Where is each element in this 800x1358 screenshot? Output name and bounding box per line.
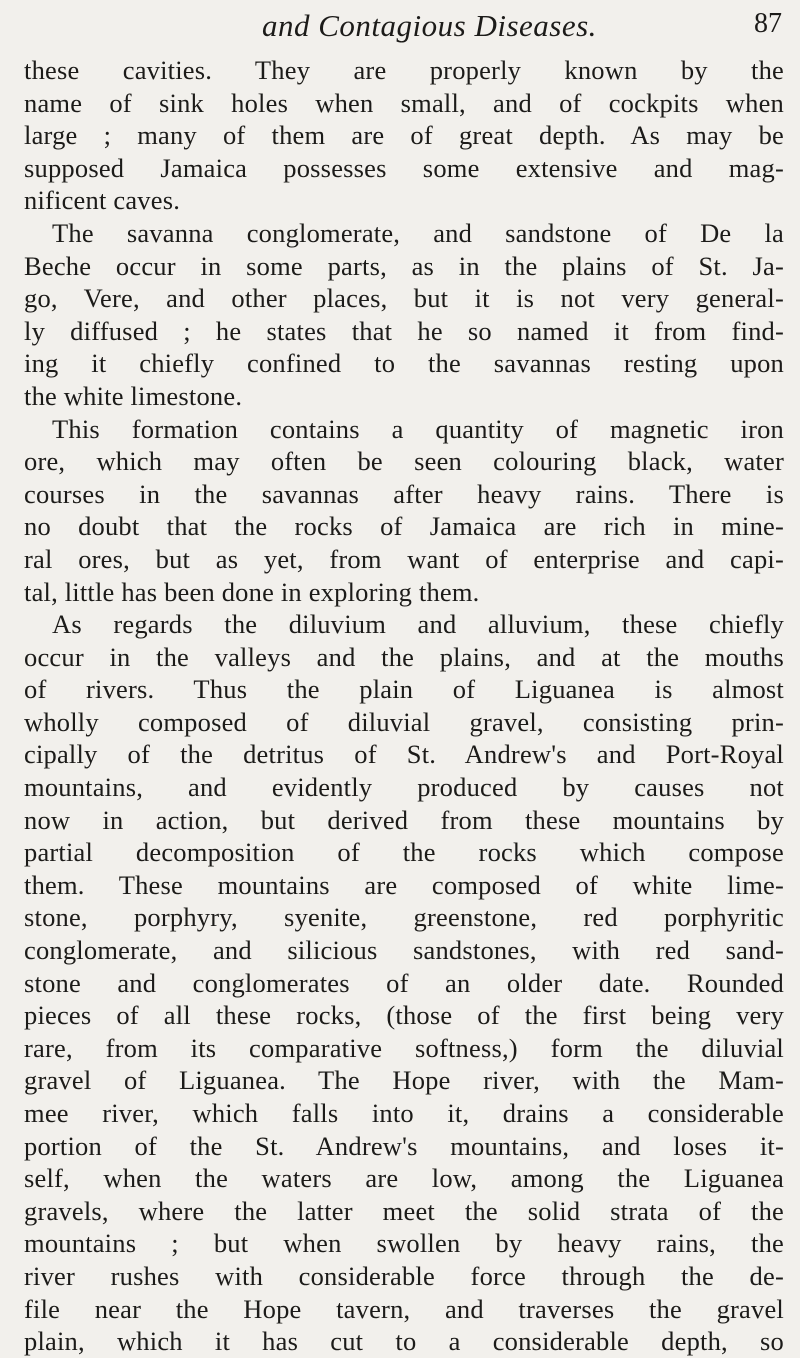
text-line: ly diffused ; he states that he so named it from find- (24, 315, 784, 346)
text-line: large ; many of them are of great depth. As may be (24, 120, 784, 151)
text-line: river rushes with considerable force through the de- (24, 1260, 784, 1291)
text-line: gravels, where the latter meet the solid strata of the (24, 1195, 784, 1226)
page-header (0, 6, 800, 46)
text-line: wholly composed of diluvial gravel, consisting prin- (24, 706, 784, 737)
text-line: them. These mountains are composed of white lime- (24, 869, 784, 900)
text-line: ore, which may often be seen colouring black, water (24, 446, 784, 477)
text-line: these cavities. They are properly known by the (24, 55, 784, 85)
text-line: stone, porphyry, syenite, greenstone, red porphyritic (24, 902, 784, 933)
text-line: ing it chiefly confined to the savannas resting upon (24, 348, 784, 379)
text-line: This formation contains a quantity of magnetic iron (52, 413, 784, 444)
text-line: rare, from its comparative softness,) form the diluvial (24, 1032, 784, 1063)
running-head: and Contagious Diseases. (262, 8, 597, 43)
text-line: supposed Jamaica possesses some extensive and mag- (24, 152, 784, 183)
text-line: plain, which it has cut to a considerable depth, so (24, 1326, 784, 1357)
text-line: nificent caves. (24, 185, 181, 216)
text-line: partial decomposition of the rocks which compose (24, 837, 784, 868)
text-line: now in action, but derived from these mountains by (24, 804, 784, 835)
text-line: cipally of the detritus of St. Andrew's and Port-Royal (24, 739, 784, 770)
text-line: The savanna conglomerate, and sandstone of De la (52, 217, 784, 248)
text-line: tal, little has been done in exploring them. (24, 576, 480, 607)
text-line: of rivers. Thus the plain of Liguanea is almost (24, 674, 784, 705)
text-line: Beche occur in some parts, as in the plains of St. Ja- (24, 250, 784, 281)
page-number: 87 (754, 8, 782, 39)
text-line: file near the Hope tavern, and traverses the gravel (24, 1293, 784, 1324)
text-line: self, when the waters are low, among the Liguanea (24, 1163, 784, 1194)
text-line: mountains, and evidently produced by causes not (24, 772, 784, 803)
text-line: courses in the savannas after heavy rains. There is (24, 478, 784, 509)
text-line: mee river, which falls into it, drains a considerable (24, 1098, 784, 1128)
text-line: no doubt that the rocks of Jamaica are rich in mine- (24, 511, 784, 542)
text-line: mountains ; but when swollen by heavy rains, the (24, 1228, 784, 1259)
text-line: go, Vere, and other places, but it is not very general- (24, 283, 784, 314)
text-line: the white limestone. (24, 380, 243, 411)
body-text (24, 54, 784, 1358)
text-line: name of sink holes when small, and of cockpits when (24, 87, 784, 118)
text-line: As regards the diluvium and alluvium, these chiefly (52, 609, 784, 640)
text-line: conglomerate, and silicious sandstones, with red sand- (24, 935, 784, 966)
text-line: pieces of all these rocks, (those of the first being very (24, 1000, 784, 1031)
text-line: gravel of Liguanea. The Hope river, with the Mam- (24, 1065, 784, 1096)
text-line: ral ores, but as yet, from want of enterprise and capi- (24, 543, 784, 574)
text-line: stone and conglomerates of an older date. Rounded (24, 967, 784, 998)
text-line: occur in the valleys and the plains, and at the mouths (24, 641, 784, 672)
text-line: portion of the St. Andrew's mountains, and loses it- (24, 1130, 784, 1161)
